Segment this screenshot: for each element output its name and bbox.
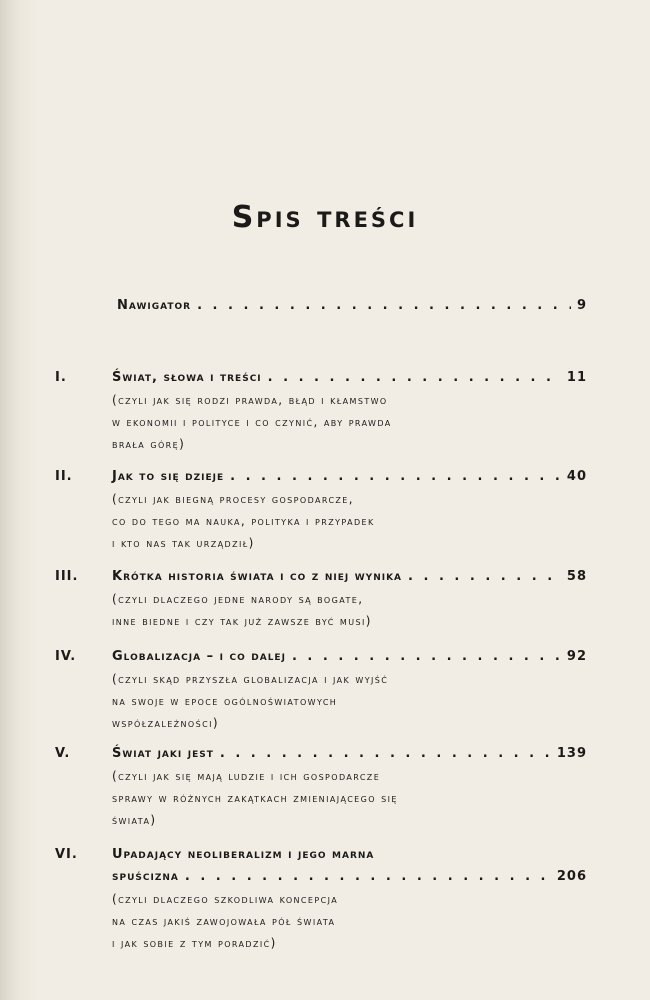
chapter-number: III. bbox=[55, 569, 79, 584]
description-line: na czas jakiś zawojowała pół świata bbox=[112, 914, 336, 928]
chapter-title: Świat, słowa i treści bbox=[112, 370, 262, 385]
description-line: (czyli dlaczego szkodliwa koncepcja bbox=[112, 892, 339, 906]
chapter-number: VI. bbox=[55, 847, 78, 862]
description-line: (czyli jak się rodzi prawda, błąd i kłamstwo bbox=[112, 393, 388, 407]
toc-leader-dots bbox=[408, 566, 561, 588]
description-line: co do tego ma nauka, polityka i przypadek bbox=[112, 514, 375, 528]
chapter-title-continued: spuścizna bbox=[112, 869, 179, 884]
chapter-title: Jak to się dzieje bbox=[112, 469, 225, 484]
description-line: inne biedne i czy tak już zawsze być musi) bbox=[112, 614, 372, 628]
description-line: i kto nas tak urządził) bbox=[112, 536, 255, 550]
chapter-page-number: 11 bbox=[566, 370, 587, 385]
chapter-description bbox=[112, 389, 587, 455]
chapter-page-number: 92 bbox=[566, 649, 587, 664]
toc-entry bbox=[55, 646, 587, 734]
chapter-page-number: 40 bbox=[566, 469, 587, 484]
chapter-page-number: 139 bbox=[556, 746, 587, 761]
toc-page-number: 9 bbox=[576, 298, 587, 313]
chapter-description bbox=[112, 588, 587, 632]
chapter-number: II. bbox=[55, 469, 73, 484]
toc-entry bbox=[55, 844, 587, 954]
chapter-title: Upadający neoliberalizm i jego marna bbox=[112, 847, 375, 862]
chapter-page-number: 206 bbox=[556, 869, 587, 884]
description-line: brała górę) bbox=[112, 437, 186, 451]
description-line: współzależności) bbox=[112, 716, 219, 730]
description-line: na swoje w epoce ogólnoświatowych bbox=[112, 694, 338, 708]
toc-entry bbox=[55, 566, 587, 632]
description-line: i jak sobie z tym poradzić) bbox=[112, 936, 277, 950]
chapter-title: Świat jaki jest bbox=[112, 746, 214, 761]
toc-leader-dots bbox=[197, 298, 571, 313]
description-line: (czyli skąd przyszła globalizacja i jak wyjść bbox=[112, 672, 389, 686]
toc-entry-title: Nawigator bbox=[117, 298, 192, 313]
toc-navigator-row bbox=[117, 298, 587, 313]
chapter-description bbox=[112, 888, 587, 954]
toc-leader-dots bbox=[268, 367, 561, 389]
chapter-number: V. bbox=[55, 746, 71, 761]
toc-leader-dots bbox=[220, 743, 551, 765]
description-line: (czyli jak biegną procesy gospodarcze, bbox=[112, 492, 354, 506]
chapter-title: Krótka historia świata i co z niej wynika bbox=[112, 569, 403, 584]
description-line: (czyli jak się mają ludzie i ich gospodarcze bbox=[112, 769, 381, 783]
chapter-number: IV. bbox=[55, 649, 77, 664]
description-line: sprawy w różnych zakątkach zmieniającego się bbox=[112, 791, 398, 805]
toc-leader-dots bbox=[292, 646, 561, 668]
description-line: (czyli dlaczego jedne narody są bogate, bbox=[112, 592, 364, 606]
chapter-title: Globalizacja – i co dalej bbox=[112, 649, 286, 664]
toc-entry bbox=[55, 367, 587, 455]
toc-entry bbox=[55, 743, 587, 831]
chapter-description bbox=[112, 765, 587, 831]
chapter-number: I. bbox=[55, 370, 67, 385]
toc-entry bbox=[55, 466, 587, 554]
chapter-page-number: 58 bbox=[566, 569, 587, 584]
page-title: Spis treści bbox=[231, 200, 419, 235]
toc-leader-dots bbox=[185, 866, 551, 888]
chapter-description bbox=[112, 488, 587, 554]
description-line: świata) bbox=[112, 813, 157, 827]
description-line: w ekonomii i polityce i co czynić, aby prawda bbox=[112, 415, 392, 429]
toc-leader-dots bbox=[230, 466, 561, 488]
chapter-description bbox=[112, 668, 587, 734]
